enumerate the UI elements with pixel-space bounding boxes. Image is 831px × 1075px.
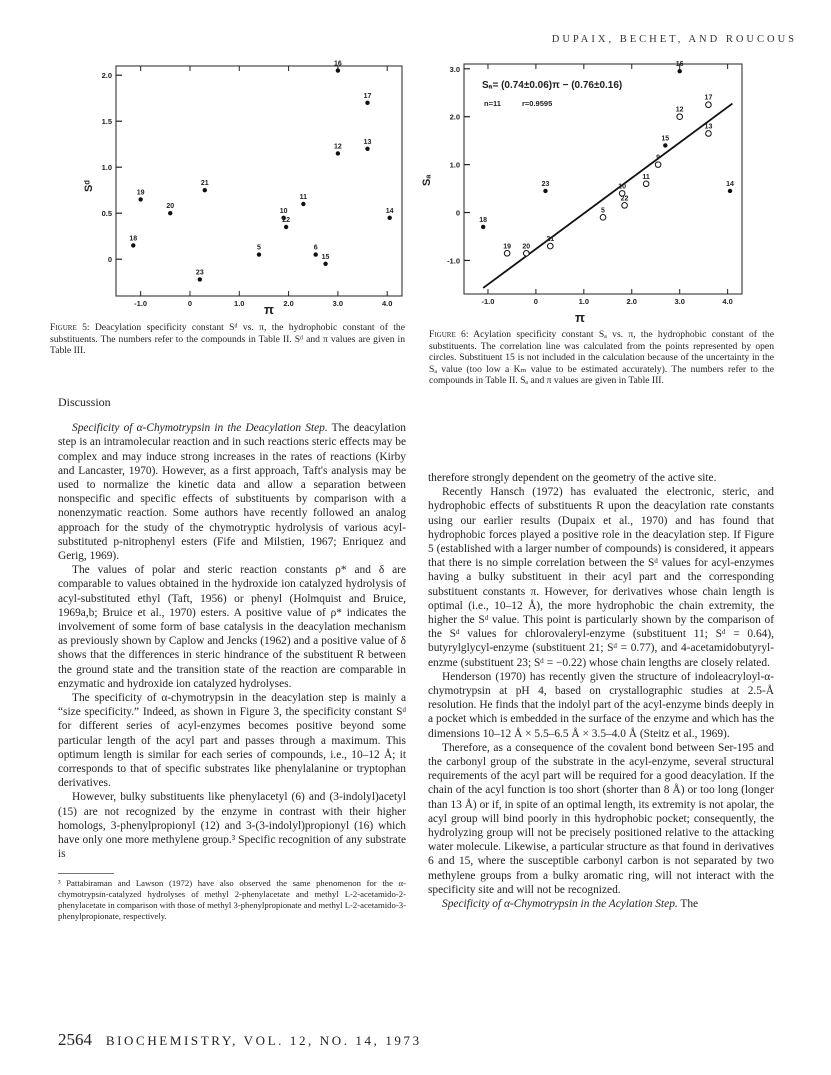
right-paragraph-4	[428, 897, 774, 911]
fig5-point-label: 19	[136, 189, 145, 197]
page-footer	[58, 1030, 422, 1050]
figure-5-caption	[50, 322, 405, 357]
fig5-point-label: 11	[299, 194, 308, 201]
fig5-point	[168, 211, 172, 215]
right-paragraph-3: Therefore, as a consequence of the covalent bond between Ser-195 and the carbonyl group of the substrate in the acyl-enzyme, several structural requirements of the acyl part will be required for a good deacylation. If the chain of the acyl function is too short (shorter than 8 Å) or too long (longer than 13 Å) or if, in spite of an optimal length, its extremity is not apolar, the acyl group will bind poorly in this hydrophobic pocket; consequently, the hydrolyzing group will not be precisely positioned relative to the attacking water molecule. Likewise, a particular structure as that found in derivatives 6 and 15, where the susceptible carbonyl carbon is not separated by two methylene groups from a bulky aromatic ring, will not interact with the specificity site and will not be recognized.	[428, 741, 774, 896]
fig6-x-tick-label: 0	[533, 297, 538, 306]
fig6-point-label: 16	[675, 61, 684, 69]
fig6-stats-r: r=0.9595	[522, 99, 553, 108]
fig5-point-label: 15	[321, 253, 330, 261]
figure-5	[84, 58, 420, 318]
fig5-point	[314, 252, 318, 256]
fig5-plot-frame	[116, 66, 402, 296]
fig6-equation: Sₐ= (0.74±0.06)π − (0.76±0.16)	[482, 80, 623, 91]
fig6-point-label: 20	[522, 243, 531, 251]
fig6-y-tick-label: 0	[455, 208, 460, 218]
figure-6-caption-text: Acylation specificity constant Sₐ vs. π, the hydrophobic constant of the substituents. The correlation line was calculated from the points represented by open circles. Substituent 15 is not included in the calculation because of the uncertainty in the Sₐ value (too low a Kₘ value to be estimated accurately). The numbers refer to the compounds in Table II. Sₐ and π values are given in Table III.	[429, 329, 774, 387]
fig6-x-tick-label: 4.0	[722, 297, 733, 306]
fig6-point-label: 17	[704, 94, 713, 102]
fig6-point-open	[547, 243, 553, 249]
fig5-point-label: 6	[313, 244, 318, 252]
fig6-point	[543, 189, 547, 193]
journal-citation: BIOCHEMISTRY, VOL. 12, NO. 14, 1973	[105, 1033, 422, 1048]
fig6-point-label: 5	[601, 207, 605, 215]
fig5-point	[323, 262, 327, 266]
fig6-point-open	[622, 203, 628, 209]
fig5-point-label: 23	[195, 269, 204, 277]
fig5-point-label: 17	[363, 92, 372, 100]
fig5-y-axis-label: Sᵈ	[84, 180, 95, 192]
fig6-point-label: 9	[656, 154, 661, 162]
discussion-paragraph-1	[58, 421, 406, 563]
fig5-point-label: 5	[257, 244, 261, 252]
fig6-y-tick-label: -1.0	[447, 256, 460, 266]
fig6-regression-line	[483, 104, 732, 288]
fig6-point-open	[706, 102, 712, 108]
fig6-point-label: 21	[546, 236, 555, 244]
fig5-y-tick-label: 0.5	[101, 209, 112, 219]
fig5-point	[257, 252, 261, 256]
right-paragraph-0: therefore strongly dependent on the geometry of the active site.	[428, 472, 717, 484]
fig6-x-tick-label: 1.0	[578, 297, 590, 306]
fig6-point-label: 23	[541, 180, 550, 188]
fig5-point-label: 20	[166, 203, 175, 211]
fig6-point-label: 12	[675, 106, 684, 114]
fig6-point-label: 14	[726, 180, 734, 188]
discussion-paragraph-4: However, bulky substituents like phenylacetyl (6) and (3-indolyl)acetyl (15) are not recognized by the enzyme in contrast with their higher homologs, 3-phenylpropionyl (12) and 3-(3-indolyl)propionyl (16) which have only one more methylene group.³ Specific recognition of any substrate is	[58, 791, 406, 861]
fig5-point-label: 22	[282, 217, 291, 224]
fig5-x-tick-label: -1.0	[134, 299, 148, 308]
fig5-point	[336, 68, 340, 72]
fig6-point-open	[524, 250, 530, 256]
figure-5-caption-label: Figure 5:	[50, 322, 90, 333]
fig6-point-open	[677, 114, 683, 120]
fig5-point	[365, 147, 369, 151]
figure-6	[420, 58, 760, 326]
fig5-point-label: 21	[200, 180, 209, 188]
fig6-y-tick-label: 2.0	[449, 112, 460, 122]
fig5-y-tick-label: 0	[107, 255, 112, 265]
right-paragraph-2: Henderson (1970) has recently given the structure of indoleacryloyl-α-chymotrypsin at pH 4, based on crystallographic studies at 2.5-Å resolution. He finds that the indolyl part of the acyl-enzyme binds deeply in a pocket which is embedded in the surface of the enzyme and which has the dimensions 10–12 Å × 5.5–6.5 Å × 3.5–4.0 Å (Steitz et al., 1969).	[428, 670, 774, 740]
runin-heading-deacylation: Specificity of α-Chymotrypsin in the Deacylation Step.	[72, 422, 328, 435]
fig6-point-label: 15	[661, 135, 670, 143]
fig5-point	[284, 225, 288, 229]
fig6-y-tick-label: 3.0	[449, 64, 460, 74]
fig6-point-open	[643, 181, 649, 187]
fig5-point-label: 14	[385, 207, 394, 215]
fig6-point	[481, 225, 485, 229]
fig6-point-open	[600, 215, 606, 221]
fig6-plot-frame	[464, 64, 742, 294]
fig6-x-tick-label: -1.0	[481, 297, 495, 306]
fig5-point	[365, 101, 369, 105]
fig6-point-open	[655, 162, 661, 168]
fig5-x-tick-label: 3.0	[332, 299, 344, 308]
fig5-y-tick-label: 1.0	[101, 163, 112, 173]
fig5-point	[198, 277, 202, 281]
footnote-rule	[58, 873, 114, 874]
runin-heading-acylation: Specificity of α-Chymotrypsin in the Acylation Step.	[442, 898, 678, 911]
figure-5-plot	[84, 58, 420, 318]
right-paragraph-1: Recently Hansch (1972) has evaluated the electronic, steric, and hydrophobic effects of substituents R upon the deacylation rate constants using our earlier results (Dupaix et al., 1970) and has found that hydrophobic forces played a positive role in the deacylation step. If Figure 5 (established with a larger number of compounds) is considered, it appears that there is no simple correlation between the Sᵈ values for acyl-enzymes having a bulky substituent in their acyl part and the corresponding substituent constants π. However, for derivatives whose chain length is optimal (i.e., 10–12 Å), the more hydrophobic the chain extremity, the higher the Sᵈ value. This point is particularly shown by the comparison of the Sᵈ values for chlorovaleryl-enzyme (substituent 11; Sᵈ = 0.64), butyrylglycyl-enzyme (substituent 21; Sᵈ = 0.77), and 4-acetamidobutyryl-enzme (substituent 23; Sᵈ = −0.22) whose chain lengths are closely related.	[428, 486, 774, 669]
fig5-point	[301, 202, 305, 206]
fig6-point-open	[706, 131, 712, 137]
fig6-x-tick-label: 2.0	[626, 297, 637, 306]
fig5-point	[138, 197, 142, 201]
fig5-point-label: 10	[279, 207, 288, 215]
fig6-point-label: 22	[620, 195, 629, 203]
fig5-point-label: 13	[363, 138, 372, 146]
discussion-paragraph-2: The values of polar and steric reaction constants ρ* and δ are comparable to values obtained in the hydroxide ion catalyzed hydrolysis of acyl-substituted ethyl (Taft, 1956) or phenyl (Holmquist and Bruice, 1969a,b; Bruice et al., 1970) esters. A positive value of ρ* indicates the involvement of some form of base catalysis in the deacylation mechanism as previously shown by Caplow and Jencks (1962) and a positive value of δ shows that the differences in steric hindrance of the substituent R between the ground state and the transition state of the reaction are comparable in enzymatic and hydroxide ion catalyzed hydrolyses.	[58, 564, 406, 690]
fig5-x-tick-label: 2.0	[283, 299, 294, 308]
page-number: 2564	[58, 1030, 92, 1049]
fig6-point-label: 11	[642, 173, 650, 181]
fig5-point	[131, 243, 135, 247]
fig5-x-tick-label: 1.0	[234, 299, 245, 308]
fig6-y-tick-label: 1.0	[449, 160, 460, 170]
fig5-point	[336, 151, 340, 155]
fig6-y-axis-label: Sₐ	[421, 174, 433, 186]
figure-6-plot	[420, 58, 760, 326]
section-heading-discussion: Discussion	[58, 395, 111, 409]
fig5-point	[203, 188, 207, 192]
fig6-point-open	[504, 250, 510, 256]
fig5-y-tick-label: 2.0	[101, 71, 112, 81]
fig5-x-axis-label: π	[264, 302, 274, 317]
discussion-paragraph-1-text: The deacylation step is an intramolecular reaction and in such reactions steric effects may be complex and may induce strong increases in the rates of reactions (Kirby and Lancaster, 1970). However, as a first approach, Taft's analysis may be used to normalize the kinetic data and allow a separation between nonspecific and specific effects of substituents by comparison with a nonenzymatic reaction. Some authors have recently followed an analog approach for the study of the chymotryptic hydrolysis of various acyl-substituted p-nitrophenyl esters (Fife and Milstien, 1967; Enriquez and Gerig, 1969).	[58, 422, 406, 563]
fig5-point-label: 12	[333, 143, 342, 151]
running-head: DUPAIX, BECHET, AND ROUCOUS	[551, 34, 797, 45]
fig6-x-axis-label: π	[575, 310, 585, 325]
fig5-x-tick-label: 4.0	[381, 299, 393, 308]
figure-5-caption-text: Deacylation specificity constant Sᵈ vs. π, the hydrophobic constant of the substituents. The numbers refer to the compounds in Table II. Sᵈ and π values are given in Table III.	[50, 322, 405, 357]
fig6-point	[677, 69, 681, 73]
discussion-paragraph-3: The specificity of α-chymotrypsin in the deacylation step is mainly a “size specificity.” Indeed, as shown in Figure 3, the specificity constant Sᵈ for different series of acyl-enzymes becomes positive beyond some particular length of the acyl part and passes through a maximum. This optimum length is similar for each series of compounds, i.e., 10–12 Å; it corresponds to that of specific substrates like phenylalanine or tryptophan derivatives.	[58, 692, 406, 790]
figure-6-caption-label: Figure 6:	[429, 329, 469, 340]
fig6-x-tick-label: 3.0	[674, 297, 685, 306]
fig5-y-tick-label: 1.5	[101, 117, 112, 127]
fig5-point-label: 18	[129, 235, 138, 243]
fig6-point-label: 19	[503, 243, 512, 251]
fig6-point	[728, 189, 732, 193]
fig5-point-label: 16	[333, 60, 342, 68]
right-column	[428, 471, 774, 911]
fig5-point	[387, 216, 391, 220]
figure-6-caption	[429, 329, 774, 387]
fig6-point-label: 18	[479, 216, 488, 224]
right-paragraph-4-text: The	[677, 898, 699, 911]
left-column	[58, 395, 406, 922]
fig5-x-tick-label: 0	[187, 299, 193, 308]
fig6-stats-n: n=11	[484, 99, 501, 108]
footnote-3: ³ Pattabiraman and Lawson (1972) have also observed the same phenomenon for the α-chymotrypsin-catalyzed hydrolyses of methyl 2-phenylacetate and methyl L-2-acetamido-2-phenylacetate in comparison with those of methyl 3-phenylpropionate and methyl L-2-acetamido-3-phenylpropionate, respectively.	[58, 877, 406, 921]
fig6-point	[663, 143, 667, 147]
fig6-point-label: 10	[618, 183, 627, 191]
fig6-point-label: 13	[704, 123, 713, 131]
